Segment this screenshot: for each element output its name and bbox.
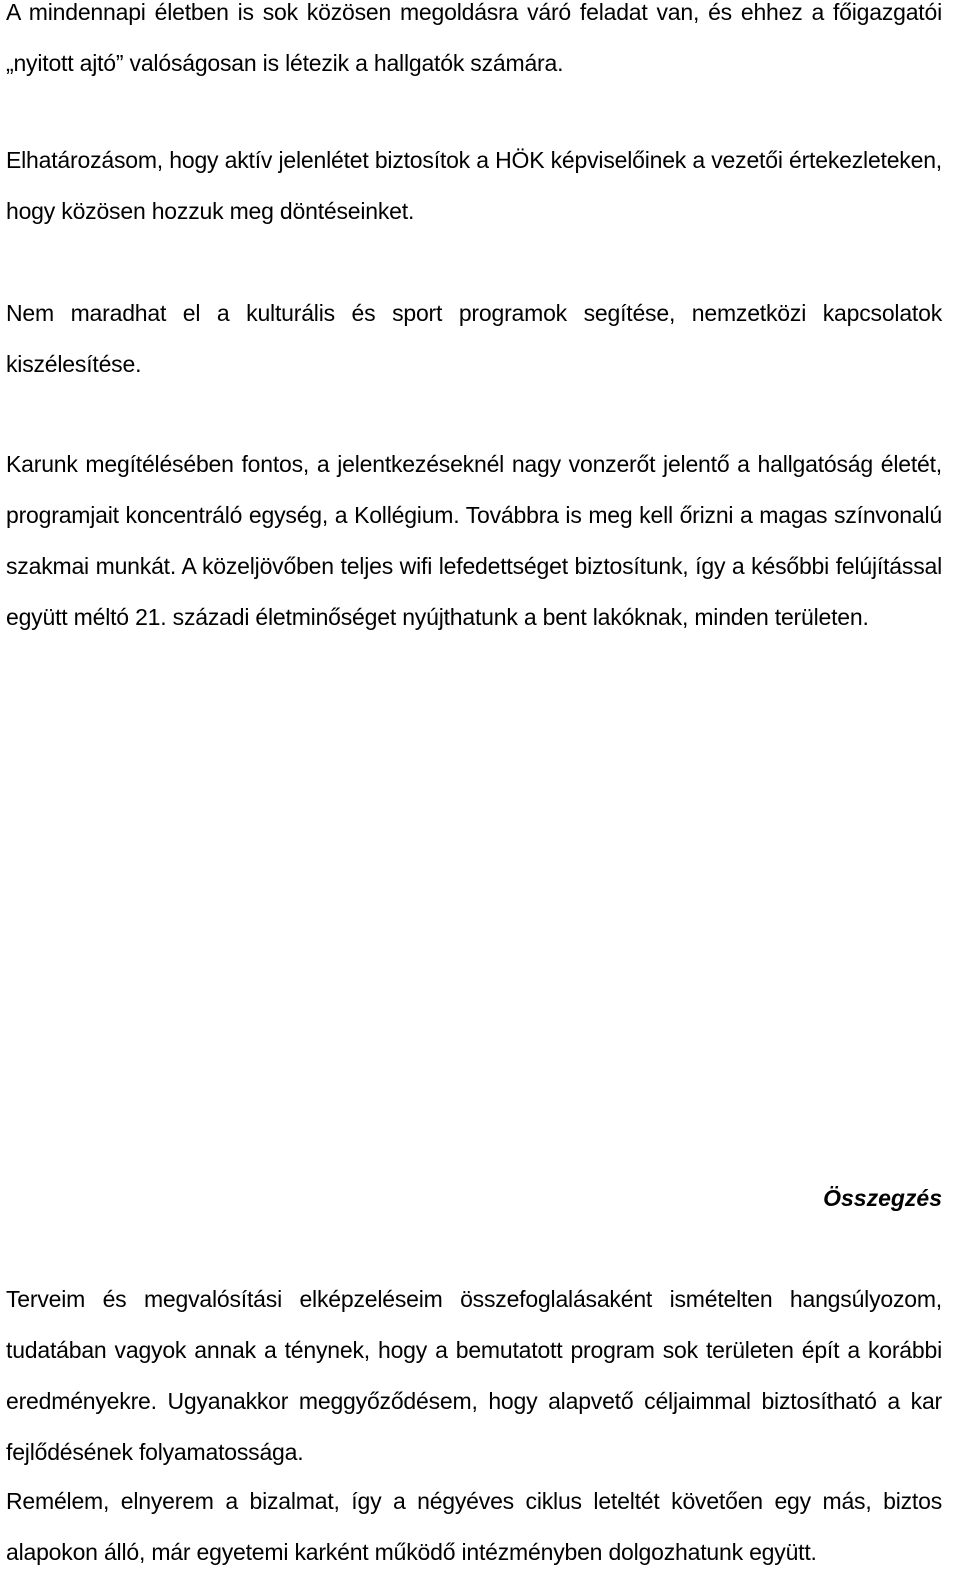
summary-paragraph-1: Terveim és megvalósítási elképzeléseim összefoglalásaként ismételten hangsúlyozom, tudatában vagyok annak a ténynek, hogy a bemutatott program sok területen épít a korábbi eredményekre. Ugyanakkor meggyőződésem, hogy alapvető céljaimmal biztosítható a kar fejlődésének folyamatossága. <box>6 1286 942 1465</box>
paragraph-open-door: A mindennapi életben is sok közösen megoldásra váró feladat van, és ehhez a főigazgatói „nyitott ajtó” valóságosan is létezik a hallgatók számára. <box>6 0 942 76</box>
paragraph-dormitory: Karunk megítélésében fontos, a jelentkezéseknél nagy vonzerőt jelentő a hallgatóság életét, programjait koncentráló egység, a Kollégium. Továbbra is meg kell őrizni a magas színvonalú szakmai munkát. A közeljövőben teljes wifi lefedettséget biztosítunk, így a későbbi felújítással együtt méltó 21. századi életminőséget nyújthatunk a bent lakóknak, minden területen. <box>6 451 942 630</box>
summary-paragraph-2: Remélem, elnyerem a bizalmat, így a négyéves ciklus leteltét követően egy más, biztos alapokon álló, már egyetemi karként működő intézményben dolgozhatunk együtt. <box>6 1488 942 1565</box>
paragraph-culture-sport: Nem maradhat el a kulturális és sport programok segítése, nemzetközi kapcsolatok kiszélesítése. <box>6 300 942 377</box>
summary-heading: Összegzés <box>823 1185 942 1211</box>
paragraph-hok-representation: Elhatározásom, hogy aktív jelenlétet biztosítok a HÖK képviselőinek a vezetői értekezleteken, hogy közösen hozzuk meg döntéseinket. <box>6 147 942 224</box>
